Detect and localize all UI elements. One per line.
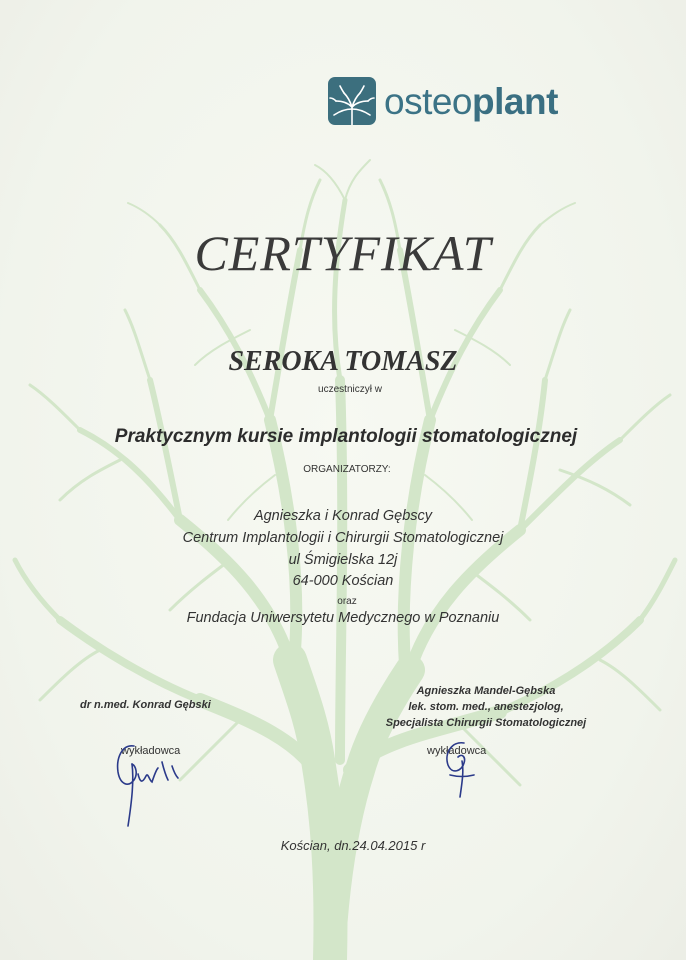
left-handwritten-signature — [112, 740, 192, 830]
left-signatory-name: dr n.med. Konrad Gębski — [80, 699, 211, 711]
recipient-name: SEROKA TOMASZ — [228, 346, 458, 377]
tree-roots-icon — [328, 77, 376, 125]
logo-wordmark — [384, 80, 558, 122]
organizer-line: 64-000 Kościan — [292, 573, 394, 589]
right-signatory-role: wykładowca — [427, 745, 487, 757]
organizers-label: ORGANIZATORZY: — [303, 464, 391, 475]
logo-text-light: osteo — [384, 80, 473, 122]
course-name: Praktycznym kursie implantologii stomatologicznej — [114, 426, 578, 447]
certificate-title: CERTYFIKAT — [194, 225, 492, 281]
date-place-line: Kościan, dn.24.04.2015 r — [280, 838, 426, 853]
right-signatory-specialty: Specjalista Chirurgii Stomatologicznej — [385, 717, 587, 729]
foundation-name: Fundacja Uniwersytetu Medycznego w Poznaniu — [186, 610, 500, 626]
right-signatory-block — [366, 683, 606, 731]
organizer-line: ul Śmigielska 12j — [288, 552, 398, 568]
organizer-line: Centrum Implantologii i Chirurgii Stomatologicznej — [182, 530, 504, 546]
conjunction-text: oraz — [337, 596, 357, 607]
organizer-line: Agnieszka i Konrad Gębscy — [253, 508, 433, 524]
participated-text: uczestniczył w — [318, 384, 382, 395]
logo-text-bold: plant — [472, 80, 558, 122]
right-signatory-title: lek. stom. med., anestezjolog, — [408, 701, 564, 713]
right-signatory-name: Agnieszka Mandel-Gębska — [416, 685, 556, 697]
right-handwritten-signature — [430, 735, 490, 805]
osteoplant-logo — [328, 74, 558, 128]
left-signatory-role: wykładowca — [121, 745, 181, 757]
